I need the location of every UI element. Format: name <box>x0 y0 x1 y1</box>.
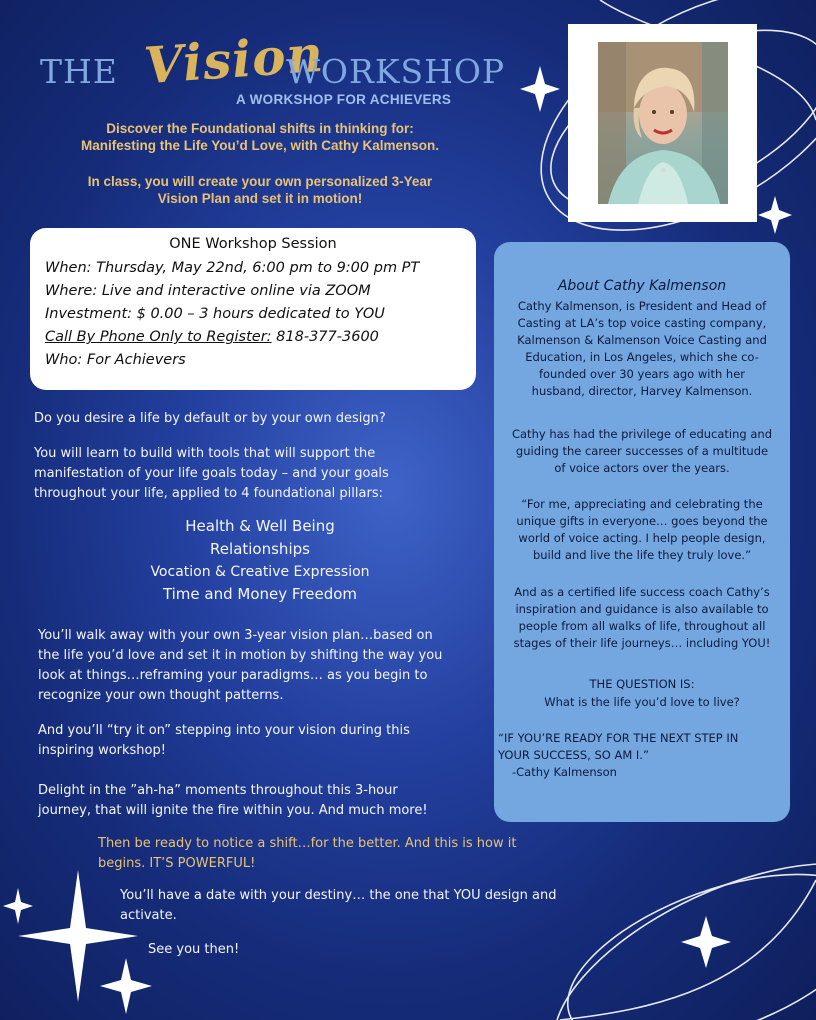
intro-line-4: Vision Plan and set it in motion! <box>157 191 363 206</box>
body-try-on-1: And you’ll “try it on” stepping into your vision during this <box>38 723 410 738</box>
body-walk-away-4: recognize your own thought patterns. <box>38 688 284 703</box>
about-coach-4: stages of their life journeys… including YOU! <box>513 636 771 650</box>
about-bio-3: Kalmenson & Kalmenson Voice Casting and <box>517 333 767 347</box>
about-bio-6: husband, director, Harvey Kalmenson. <box>531 384 753 398</box>
body-delight-1: Delight in the ”ah-ha” moments throughout this 3-hour <box>38 783 398 798</box>
about-bio-1: Cathy Kalmenson, is President and Head of <box>517 299 767 313</box>
body-destiny-2: activate. <box>120 908 177 923</box>
workshop-title <box>40 23 506 96</box>
about-coach-1: And as a certified life success coach Cathy’s <box>514 585 770 599</box>
question-heading: THE QUESTION IS: <box>589 677 695 691</box>
sparkle-icon <box>100 958 152 1014</box>
register-label: Call By Phone Only to Register: <box>45 329 272 345</box>
session-heading: ONE Workshop Session <box>169 236 337 252</box>
intro-line-1: Discover the Foundational shifts in thinking for: <box>106 121 414 136</box>
about-coach-2: inspiration and guidance is also available to <box>515 602 769 616</box>
session-info-card <box>30 228 476 390</box>
about-quote-4: build and live the life they truly love.” <box>532 548 752 562</box>
body-learn-3: throughout your life, applied to 4 foundational pillars: <box>34 486 383 501</box>
body-shift-2: begins. IT’S POWERFUL! <box>98 856 256 871</box>
body-destiny-1: You’ll have a date with your destiny… the one that YOU design and <box>120 888 557 903</box>
body-walk-away-1: You’ll walk away with your own 3-year vision plan…based on <box>38 628 433 643</box>
about-privilege-1: Cathy has had the privilege of educating and <box>511 427 773 441</box>
about-heading: About Cathy Kalmenson <box>557 278 727 294</box>
body-walk-away-2: the life you’d love and set it in motion by shifting the way you <box>38 648 443 663</box>
title-vision: Vision <box>142 23 326 96</box>
session-where: Where: Live and interactive online via ZOOM <box>45 283 371 299</box>
sparkle-icon <box>3 888 33 924</box>
about-cathy-card <box>494 242 790 822</box>
closing-signature: -Cathy Kalmenson <box>512 765 617 779</box>
session-who: Who: For Achievers <box>45 352 186 368</box>
pillar-vocation: Vocation & Creative Expression <box>150 564 370 580</box>
body-walk-away-3: look at things…reframing your paradigms… as you begin to <box>38 668 428 683</box>
body-learn-1: You will learn to build with tools that will support the <box>34 446 376 461</box>
pillar-relationships: Relationships <box>210 540 310 558</box>
pillar-time-money: Time and Money Freedom <box>162 585 358 603</box>
body-learn-2: manifestation of your life goals today – and your goals <box>34 466 389 481</box>
intro-line-2: Manifesting the Life You’d Love, with Cathy Kalmenson. <box>80 138 440 153</box>
body-question: Do you desire a life by default or by your own design? <box>34 411 386 426</box>
title-the: THE <box>40 52 118 91</box>
subtitle: A WORKSHOP FOR ACHIEVERS <box>236 92 452 107</box>
about-bio-5: founded over 30 years ago with her <box>538 367 746 381</box>
body-see-you: See you then! <box>148 942 240 957</box>
about-bio-4: Education, in Los Angeles, which she co- <box>525 350 759 364</box>
closing-quote-2: YOUR SUCCESS, SO AM I.” <box>498 748 649 762</box>
body-try-on-2: inspiring workshop! <box>38 743 166 758</box>
body-delight-2: journey, that will ignite the fire within you. And much more! <box>38 803 428 818</box>
session-investment: Investment: $ 0.00 – 3 hours dedicated to YOU <box>45 306 385 322</box>
pillar-health: Health & Well Being <box>185 517 335 535</box>
about-quote-1: “For me, appreciating and celebrating the <box>521 497 763 511</box>
body-shift-1: Then be ready to notice a shift…for the better. And this is how it <box>98 836 517 851</box>
sparkle-icon <box>758 196 792 234</box>
about-privilege-3: of voice actors over the years. <box>554 461 730 475</box>
about-quote-3: world of voice acting. I help people design, <box>518 531 766 545</box>
closing-quote-1: “IF YOU’RE READY FOR THE NEXT STEP IN <box>498 731 739 745</box>
about-privilege-2: guiding the career successes of a multitude <box>515 444 769 458</box>
about-quote-2: unique gifts in everyone… goes beyond the <box>516 514 768 528</box>
session-register <box>45 329 379 345</box>
register-phone[interactable]: 818-377-3600 <box>271 329 379 345</box>
about-coach-3: people from all walks of life, throughout all <box>518 619 766 633</box>
portrait-photo <box>598 42 728 204</box>
session-when: When: Thursday, May 22nd, 6:00 pm to 9:00 pm PT <box>45 260 420 276</box>
about-bio-2: Casting at LA’s top voice casting company, <box>517 316 767 330</box>
sparkle-icon <box>681 916 731 968</box>
intro-line-3: In class, you will create your own personalized 3-Year <box>87 174 433 189</box>
title-workshop: WORKSHOP <box>286 52 506 91</box>
portrait-frame <box>568 24 757 222</box>
sparkle-icon <box>520 66 560 112</box>
question-text: What is the life you’d love to live? <box>544 695 740 709</box>
